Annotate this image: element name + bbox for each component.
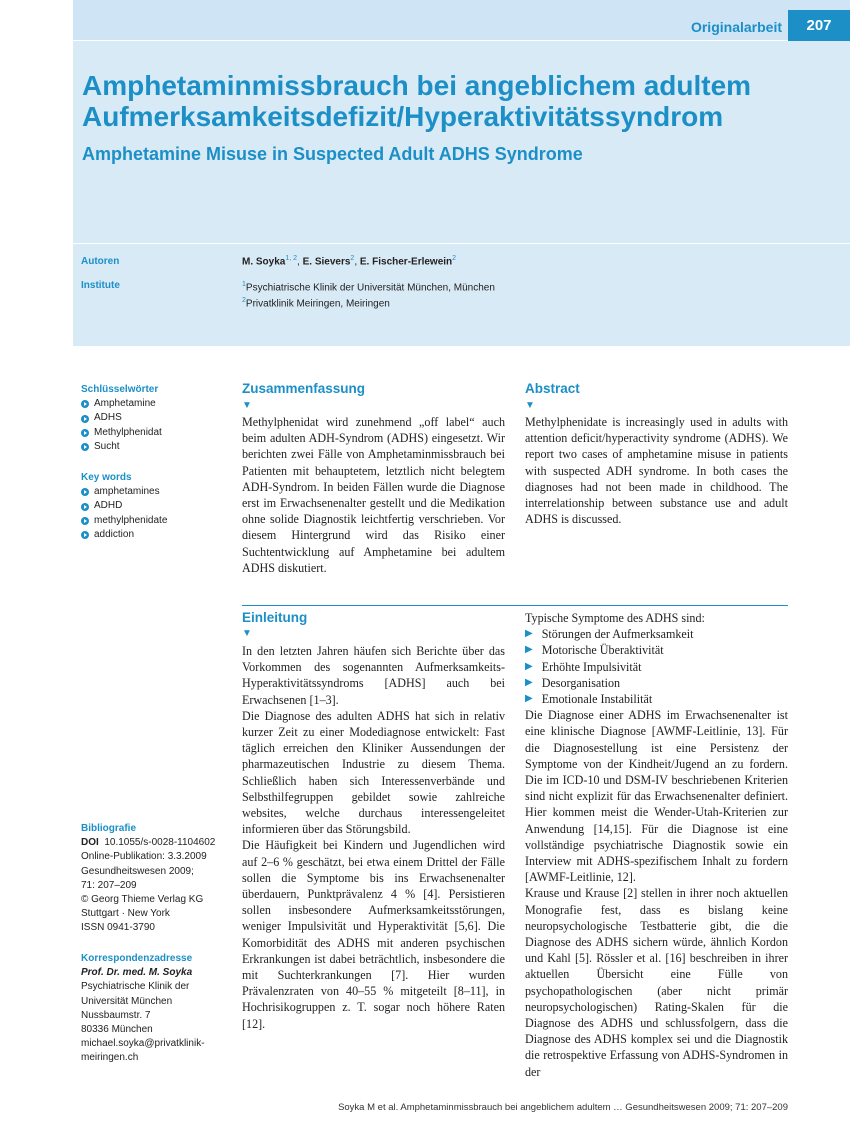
list-item: ▶ Erhöhte Impulsivität — [525, 659, 642, 674]
header-bar — [73, 0, 850, 41]
bibliography — [81, 822, 231, 936]
section-label: Originalarbeit — [690, 19, 782, 35]
biblio-line: Stuttgart · New York — [81, 908, 170, 920]
list-item: ▶ Motorische Überaktivität — [525, 643, 664, 658]
list-item: ▶ Desorganisation — [525, 675, 621, 690]
article-title: Amphetaminmissbrauch bei angeblichem adultem Aufmerksamkeitsdefizit/Hyperaktivitätssyndrom — [82, 70, 752, 132]
einleitung-text — [242, 643, 505, 1032]
bibliography-label: Bibliografie — [81, 823, 137, 834]
einleitung-heading: Einleitung — [242, 610, 308, 625]
zusammenfassung-heading: Zusammenfassung — [242, 381, 366, 396]
list-item: ▶ Störungen der Aufmerksamkeit — [525, 627, 694, 642]
arrow-bullet-icon — [81, 400, 89, 408]
institute-sup: 1 — [242, 281, 246, 288]
address-line: Nussbaumstr. 7 — [81, 1009, 151, 1021]
arrow-bullet-icon — [81, 488, 89, 496]
paragraph: Die Diagnose des adulten ADHS hat sich in relativ kurzer Zeit zu einer Modediagnose entwickelt: Fast täglich erreichen den Kliniker Aussendungen der pharmazeutischen Industrie zu diesem Thema. Schließlich haben sich Interessenverbände und Selbsthilfegruppen gebildet sowie zahlreiche websites, welche durchaus interessengeleitet informieren über das Störungsbild. — [242, 708, 505, 837]
keyword-item: amphetamines — [81, 485, 231, 499]
triangle-right-icon: ▶ — [525, 676, 533, 688]
institute-text: Psychiatrische Klinik der Universität München, München — [245, 282, 495, 294]
keywords-en-label: Key words — [81, 472, 132, 483]
doi-line: DOI 10.1055/s-0028-1104602 — [81, 837, 216, 849]
paragraph: In den letzten Jahren häufen sich Berichte über das Vorkommen des sogenannten Aufmerksamkeits-Hyperaktivitätssyndroms [ADHS] auch bei Erwachsenen [1–3]. — [242, 644, 505, 707]
triangle-down-icon: ▼ — [525, 400, 535, 411]
keyword-item: Sucht — [81, 440, 231, 454]
triangle-down-icon: ▼ — [242, 628, 252, 639]
correspondence-name: Prof. Dr. med. M. Soyka — [81, 967, 193, 979]
page-footer: Soyka M et al. Amphetaminmissbrauch bei angeblichem adultem … Gesundheitswesen 2009; 71: 207–209 — [338, 1102, 788, 1113]
paragraph: Krause und Krause [2] stellen in ihrer noch aktuellen Monografie fest, dass es bislang keine neuropsychologische Testbatterie gibt, die die Diagnose des ADHS sichern würde, ähnlich Kordon und Kahl [5]. Rössler et al. [16] beschreiben in ihrer aktuellen Übersicht eine Fülle von psychopathologischen (aber nicht primär neuropsychologischen) Rating-Skalen für die Diagnose des ADHS und schlussfolgern, dass die Diagnose des ADHS komplex sei und die Diagnostik die retrospektive Erfassung von ADHS-Syndromen in der — [525, 886, 788, 1079]
page-number: 207 — [788, 10, 850, 41]
right-column-text — [525, 610, 788, 1080]
authors: M. Soyka$^{1, 2}$, E. Sievers$^2$, E. Fischer-Erlewein$^2$ — [242, 255, 457, 268]
triangle-right-icon: ▶ — [525, 644, 533, 656]
author-affil: 2 — [452, 255, 457, 262]
correspondence — [81, 952, 231, 1066]
keyword-item: Methylphenidat — [81, 426, 231, 440]
author-affil: 1, 2 — [285, 255, 298, 262]
symptoms-intro: Typische Symptome des ADHS sind: — [525, 611, 705, 625]
keywords-en — [81, 471, 231, 542]
arrow-bullet-icon — [81, 503, 89, 511]
biblio-line: ISSN 0941-3790 — [81, 922, 155, 934]
symptom-list — [525, 626, 788, 707]
abstract-heading: Abstract — [525, 381, 580, 396]
biblio-line: 71: 207–209 — [81, 879, 137, 891]
author-name: E. Fischer-Erlewein — [359, 256, 453, 268]
author-affil: 2 — [350, 255, 355, 262]
triangle-down-icon: ▼ — [242, 400, 252, 411]
email-line[interactable]: michael.soyka@privatklinik- — [81, 1038, 205, 1050]
paragraph: Die Diagnose einer ADHS im Erwachsenenalter ist eine klinische Diagnose [AWMF-Leitlinie, 13]. Für die Diagnosestellung ist eine Persistenz der Symptome von der Kindheit/Jugend an zu fordern. Die im ICD-10 und DSM-IV beschriebenen Kriterien sind nicht explizit für das Erwachsenenalter definiert. Hier kommen meist die Wender-Utah-Kriterien zur Anwendung [14,15]. Für die Diagnose ist eine vollständige psychiatrische Diagnostik sowie ein Interview mit ADHS-spezifischem Inhalt zu fordern [AWMF-Leitlinie, 12]. — [525, 708, 788, 885]
keyword-item: methylphenidate — [81, 514, 231, 528]
address-line: Psychiatrische Klinik der — [81, 981, 190, 993]
address-line: Universität München — [81, 995, 173, 1007]
triangle-right-icon: ▶ — [525, 693, 533, 705]
abstract-text: Methylphenidate is increasingly used in adults with attention deficit/hyperactivity syndrome (ADHS). We report two cases of amphetamine misuse in patients with suspected ADH syndrome. In both cases the diagnoses had not been made in childhood. The interrelationship between substance use and adult ADHS is discussed. — [525, 415, 788, 527]
zusammenfassung-text: Methylphenidat wird zunehmend „off label“ auch beim adulten ADH-Syndrom (ADHS) eingesetzt. Wir berichten zwei Fälle von Amphetaminmissbrauch bei Patienten mit behauptetem, letztlich nicht belegtem ADH-Syndrom. In beiden Fällen wurde die Diagnose erst im Erwachsenenalter gestellt und die Medikation ohne solide Diagnostik leichtfertig verschrieben. Vor diesem Hintergrund wird das Risiko einer Suchtentwicklung auf Amphetamine bei adultem ADHS diskutiert. — [242, 415, 505, 575]
author-name: M. Soyka — [242, 256, 286, 268]
authors-label: Autoren — [81, 256, 120, 267]
keyword-item: addiction — [81, 528, 231, 542]
institutes — [242, 279, 495, 311]
author-name: E. Sievers — [302, 256, 351, 268]
keyword-item: ADHS — [81, 411, 231, 425]
biblio-line: Gesundheitswesen 2009; — [81, 865, 194, 877]
email-line[interactable]: meiringen.ch — [81, 1052, 139, 1064]
keywords-de-label: Schlüsselwörter — [81, 384, 159, 395]
arrow-bullet-icon — [81, 415, 89, 423]
article-subtitle: Amphetamine Misuse in Suspected Adult ADHS Syndrome — [82, 144, 583, 164]
list-item: ▶ Emotionale Instabilität — [525, 692, 653, 707]
section-rule — [242, 605, 788, 606]
institute-text: Privatklinik Meiringen, Meiringen — [245, 298, 390, 310]
biblio-line: © Georg Thieme Verlag KG — [81, 894, 204, 906]
correspondence-label: Korrespondenzadresse — [81, 953, 193, 964]
triangle-right-icon: ▶ — [525, 628, 533, 640]
keyword-item: Amphetamine — [81, 397, 231, 411]
arrow-bullet-icon — [81, 443, 89, 451]
address-line: 80336 München — [81, 1024, 153, 1036]
institutes-label: Institute — [81, 280, 120, 291]
arrow-bullet-icon — [81, 429, 89, 437]
arrow-bullet-icon — [81, 517, 89, 525]
triangle-right-icon: ▶ — [525, 660, 533, 672]
biblio-line: Online-Publikation: 3.3.2009 — [81, 851, 207, 863]
divider — [73, 243, 850, 244]
keyword-item: ADHD — [81, 499, 231, 513]
keywords-de — [81, 383, 231, 454]
institute-sup: 2 — [242, 296, 246, 304]
paragraph: Die Häufigkeit bei Kindern und Jugendlichen wird auf 2–6 % geschätzt, bei etwa einem Drittel der Fälle sollen die Symptome bis ins Erwachsenenalter überdauern, Punktprävalenz 4 % [4]. Persistieren sollen insbesondere Aufmerksamkeitsstörungen, weniger Impulsivität und Hyperaktivität [5,6]. Die Komorbidität des ADHS mit anderen psychischen Erkrankungen ist dabei beträchtlich, insbesondere die mit Suchterkrankungen [7]. Hier wurden Prävalenzraten von 40–55 % mitgeteilt [8–11], in Hochrisikogruppen z. T. sogar noch höhere Raten [12]. — [242, 838, 505, 1031]
arrow-bullet-icon — [81, 531, 89, 539]
